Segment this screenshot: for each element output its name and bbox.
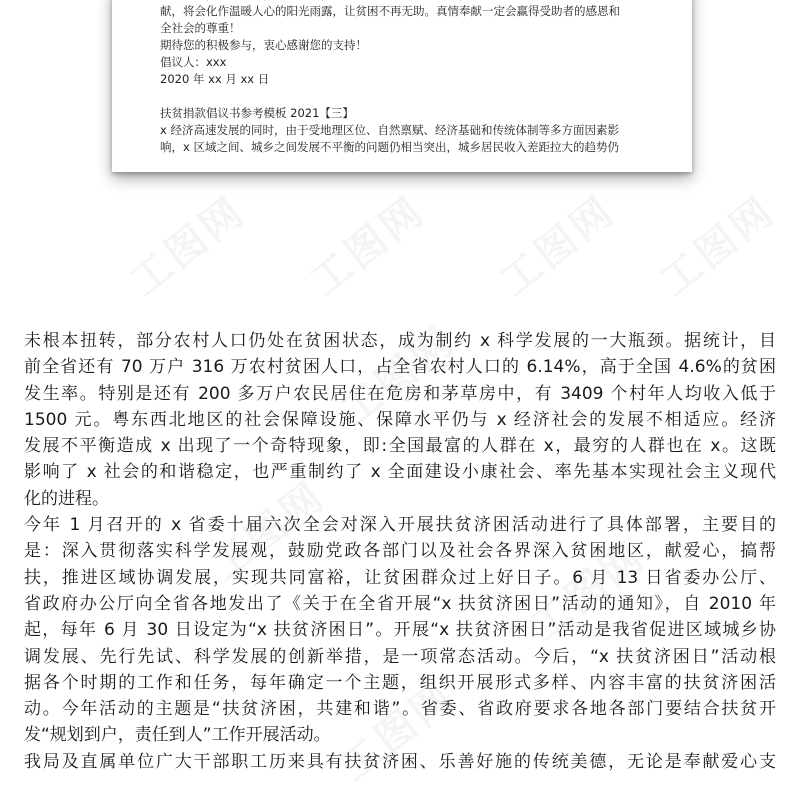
body-line: 发展不平衡造成 x 出现了一个奇特现象，即:全国最富的人群在 x，最穷的人群也在 x。这既 <box>24 436 776 457</box>
preview-line: 期待您的积极参与，衷心感谢您的支持！ <box>160 38 367 52</box>
watermark: 工图网 <box>121 187 255 306</box>
body-line: 今年 1 月召开的 x 省委十届六次全会对深入开展扶贫济困活动进行了具体部署，主要目的 <box>24 515 776 536</box>
preview-section-title: 扶贫捐款倡议书参考模板 2021【三】 <box>160 106 354 120</box>
body-line: 我局及直属单位广大干部职工历来具有扶贫济困、乐善好施的传统美德，无论是奉献爱心支 <box>24 751 776 772</box>
document-body <box>24 328 776 775</box>
body-line: 前全省还有 70 万户 316 万农村贫困人口，占全省农村人口的 6.14%，高于全国 4.6%的贫困 <box>24 357 776 378</box>
body-line: 省政府办公厅向全省各地发出了《关于在全省开展“x 扶贫济困日”活动的通知》，自 2010 年 <box>24 593 776 614</box>
preview-line: 献，将会化作温暖人心的阳光雨露，让贫困不再无助。真情奉献一定会赢得受助者的感恩和 <box>160 4 620 18</box>
document-preview-card <box>112 0 692 172</box>
body-line: 动。今年活动的主题是“扶贫济困，共建和谐”。省委、省政府要求各地各部门要结合扶贫开 <box>24 699 776 720</box>
watermark: 工图网 <box>201 472 335 591</box>
watermark: 工图网 <box>521 532 655 651</box>
watermark: 工图网 <box>301 187 435 306</box>
body-line: 调发展、先行先试、科学发展的创新举措，是一项常态活动。今后，“x 扶贫济困日”活动根 <box>24 646 776 667</box>
preview-line: x 经济高速发展的同时，由于受地理区位、自然禀赋、经济基础和传统体制等多方面因素影 <box>160 123 619 137</box>
preview-blank-line <box>160 88 660 105</box>
body-line: 发“规划到户，责任到人”工作开展活动。 <box>24 725 331 746</box>
body-line: 扶，推进区域协调发展，实现共同富裕，让贫困群众过上好日子。6 月 13 日省委办公厅、 <box>24 567 776 588</box>
preview-signature: 倡议人：xxx <box>160 55 227 69</box>
watermark: 工图网 <box>651 187 785 306</box>
preview-line: 全社会的尊重！ <box>160 21 241 35</box>
body-line: 起，每年 6 月 30 日设定为“x 扶贫济困日”。开展“x 扶贫济困日”活动是我省促进区域城乡协 <box>24 620 776 641</box>
body-line: 是：深入贯彻落实科学发展观，鼓励党政各部门以及社会各界深入贫困地区，献爱心，搞帮 <box>24 541 776 562</box>
body-line: 据各个时期的工作和任务，每年确定一个主题，组织开展形式多样、内容丰富的扶贫济困活 <box>24 672 776 693</box>
watermark: 工图网 <box>331 317 465 436</box>
preview-text <box>160 0 660 156</box>
body-line: 化的进程。 <box>24 488 109 509</box>
body-line: 未根本扭转，部分农村人口仍处在贫困状态，成为制约 x 科学发展的一大瓶颈。据统计，目 <box>24 331 776 351</box>
body-line: 1500 元。粤东西北地区的社会保障设施、保障水平仍与 x 经济社会的发展不相适应。经济 <box>24 409 776 430</box>
watermark: 工图网 <box>491 187 625 306</box>
body-line: 发生率。特别是还有 200 多万户农民居住在危房和茅草房中，有 3409 个村年人均收入低于 <box>24 383 776 404</box>
preview-line: 响，x 区域之间、城乡之间发展不平衡的问题仍相当突出，城乡居民收入差距拉大的趋势仍 <box>160 140 619 154</box>
watermark: 工图网 <box>331 672 465 791</box>
preview-date: 2020 年 xx 月 xx 日 <box>160 72 270 86</box>
body-line: 影响了 x 社会的和谐稳定，也严重制约了 x 全面建设小康社会、率先基本实现社会主义现代 <box>24 462 776 483</box>
